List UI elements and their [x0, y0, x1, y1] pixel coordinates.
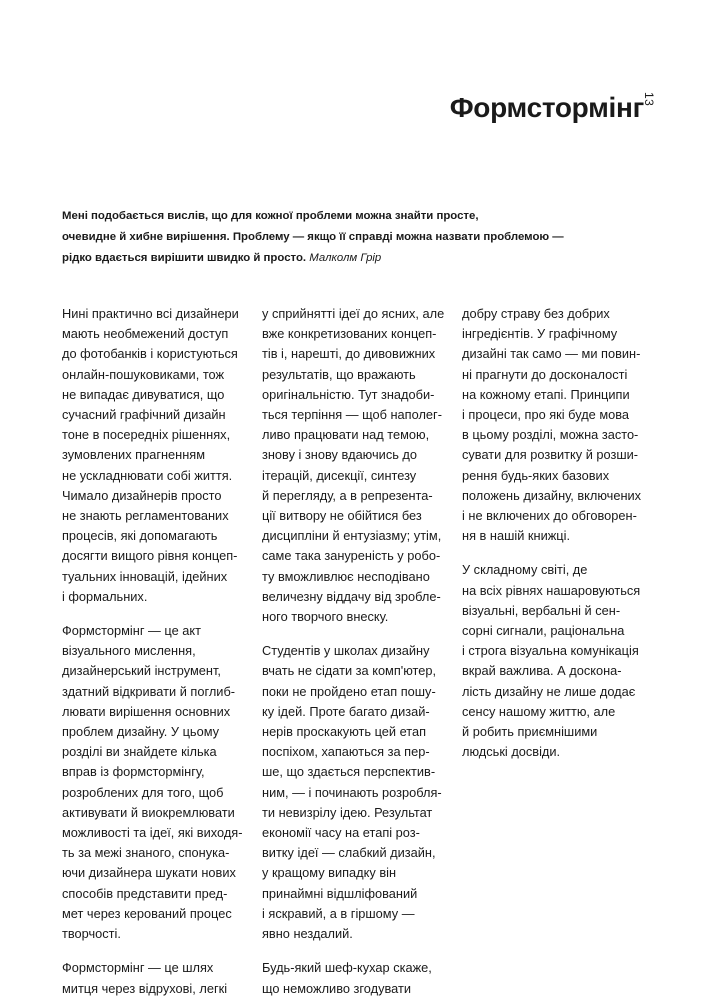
text-line: розділі ви знайдете кілька: [62, 744, 217, 760]
text-line: ного творчого внеску.: [262, 609, 389, 625]
text-line: ть за межі знаного, спонука-: [62, 845, 230, 861]
chapter-title: Формстормінг: [449, 92, 644, 123]
text-line: інгредієнтів. У графічному: [462, 326, 618, 342]
epigraph-author: Малколм Грір: [309, 252, 382, 264]
body-paragraph: [62, 621, 252, 944]
text-line: сучасний графічний дизайн: [62, 407, 226, 423]
epigraph-line: очевидне й хибне вирішення. Проблему — якщо її справді можна назвати проблемою —: [62, 231, 564, 243]
text-line: у сприйнятті ідеї до ясних, але: [262, 306, 445, 321]
epigraph-line: Мені подобається вислів, що для кожної проблеми можна знайти просте,: [62, 210, 479, 222]
text-line: поки не пройдено етап пошу-: [262, 683, 436, 699]
text-line: до фотобанків і користуються: [62, 346, 238, 362]
body-paragraph: [462, 560, 652, 762]
text-line: ту вможливлює несподівано: [262, 568, 430, 584]
text-line: ним, — і починають розробля-: [262, 784, 442, 800]
text-line: і не включених до обговорен-: [462, 508, 637, 524]
text-line: й перегляду, а в репрезента-: [262, 487, 433, 503]
text-line: розроблених для того, щоб: [62, 784, 224, 800]
text-line: тів і, нарешті, до дивовижних: [262, 346, 436, 362]
text-line: митця через відрухові, легкі: [62, 980, 228, 996]
text-line: в цьому розділі, можна засто-: [462, 427, 639, 443]
text-line: ітерацій, дисекції, синтезу: [262, 467, 417, 483]
text-line: ючи дизайнера шукати нових: [62, 865, 236, 881]
text-line: Будь-який шеф-кухар скаже,: [262, 960, 432, 976]
body-paragraph: [462, 304, 652, 546]
text-line: У складному світі, де: [462, 562, 588, 578]
text-line: творчості.: [62, 926, 121, 942]
text-line: мають необмежений доступ: [62, 326, 229, 342]
text-line: положень дизайну, включених: [462, 487, 642, 503]
text-line: ше, що здається перспектив-: [262, 764, 436, 780]
text-line: ти невизрілу ідею. Результат: [262, 804, 433, 820]
epigraph: [62, 206, 622, 269]
text-line: онлайн-пошуковиками, тож: [62, 366, 225, 382]
text-line: людські досвіди.: [462, 744, 561, 760]
text-line: на всіх рівнях нашаровуються: [462, 582, 641, 598]
body-paragraph: [262, 958, 458, 998]
text-line: і процеси, про які буде мова: [462, 407, 630, 423]
text-line: можливості та ідеї, які виходя-: [62, 825, 243, 841]
text-line: і формальних.: [62, 588, 148, 604]
text-line: Формстормінг — це акт: [62, 623, 201, 639]
text-column-2: [262, 304, 458, 999]
page-number: 13: [642, 92, 656, 107]
text-line: Формстормінг — це шлях: [62, 960, 214, 976]
text-line: Нині практично всі дизайнери: [62, 306, 239, 321]
text-line: лість дизайну не лише додає: [462, 683, 636, 699]
text-line: процесів, які допомагають: [62, 528, 218, 544]
body-paragraph: [62, 958, 252, 998]
epigraph-line: [62, 248, 622, 269]
text-line: що неможливо згодувати: [262, 980, 411, 996]
text-line: сорні сигнали, раціональна: [462, 623, 625, 639]
body-paragraph: [262, 641, 458, 944]
text-line: не ускладнювати собі життя.: [62, 467, 233, 483]
text-line: ні прагнути до досконалості: [462, 366, 628, 382]
text-line: сувати для розвитку й розши-: [462, 447, 639, 463]
text-line: й робить приємнішими: [462, 724, 598, 740]
text-line: не знають регламентованих: [62, 508, 229, 524]
body-paragraph: [62, 304, 252, 607]
text-line: і строга візуальна комунікація: [462, 643, 639, 659]
epigraph-text: рідко вдається вирішити швидко й просто.: [62, 252, 307, 264]
text-line: візуальні, вербальні й сен-: [462, 602, 621, 618]
text-line: вкрай важлива. А доскона-: [462, 663, 622, 679]
text-line: ня в нашій книжці.: [462, 528, 571, 544]
text-line: ції витвору не обійтися без: [262, 508, 422, 524]
text-line: величезну віддачу від зробле-: [262, 588, 441, 604]
text-line: вже конкретизованих концеп-: [262, 326, 437, 342]
text-line: рення будь-яких базових: [462, 467, 610, 483]
text-column-3: [462, 304, 652, 762]
text-line: ться терпіння — щоб наполег-: [262, 407, 442, 423]
text-line: активувати й виокремлювати: [62, 804, 235, 820]
body-paragraph: [262, 304, 458, 627]
text-line: у кращому випадку він: [262, 865, 397, 881]
text-line: результатів, що вражають: [262, 366, 416, 382]
text-line: добру страву без добрих: [462, 306, 610, 321]
text-line: витку ідеї — слабкий дизайн,: [262, 845, 436, 861]
text-line: мет через керований процес: [62, 905, 232, 921]
text-line: саме така занурeність у робо-: [262, 548, 441, 564]
text-line: Чимало дизайнерів просто: [62, 487, 222, 503]
text-line: способів представити пред-: [62, 885, 228, 901]
text-line: явно нездалий.: [262, 926, 353, 942]
text-line: знову і знову вдаючись до: [262, 447, 418, 463]
text-line: поспіхом, хапаються за пер-: [262, 744, 430, 760]
text-column-1: [62, 304, 252, 999]
text-line: на кожному етапі. Принципи: [462, 386, 630, 402]
text-line: нерів проскакують цей етап: [262, 724, 427, 740]
text-line: дизайні так само — ми повин-: [462, 346, 641, 362]
text-line: візуального мислення,: [62, 643, 196, 659]
text-line: тоне в посередніх рішеннях,: [62, 427, 231, 443]
text-line: вправ із формстормінгу,: [62, 764, 205, 780]
text-line: туальних інновацій, ідейних: [62, 568, 228, 584]
text-line: не випадає дивуватися, що: [62, 386, 225, 402]
text-line: принаймні відшліфований: [262, 885, 418, 901]
text-line: ливо працювати над темою,: [262, 427, 430, 443]
text-line: і яскравий, а в гіршому —: [262, 905, 415, 921]
text-line: зумовлених прагненням: [62, 447, 206, 463]
text-line: проблем дизайну. У цьому: [62, 724, 220, 740]
text-line: дизайнерський інструмент,: [62, 663, 221, 679]
text-line: оригінальністю. Тут знадоби-: [262, 386, 435, 402]
text-line: Студентів у школах дизайну: [262, 643, 430, 659]
text-line: вчать не сідати за комп'ютер,: [262, 663, 437, 679]
text-line: здатний відкривати й поглиб-: [62, 683, 236, 699]
text-line: дисципліни й ентузіазму; утім,: [262, 528, 442, 544]
text-line: економії часу на етапі роз-: [262, 825, 420, 841]
text-line: сенсу нашому життю, але: [462, 703, 616, 719]
text-line: лювати вирішення основних: [62, 703, 231, 719]
text-line: досягти вищого рівня концеп-: [62, 548, 238, 564]
text-line: ку ідей. Проте багато дизай-: [262, 703, 430, 719]
